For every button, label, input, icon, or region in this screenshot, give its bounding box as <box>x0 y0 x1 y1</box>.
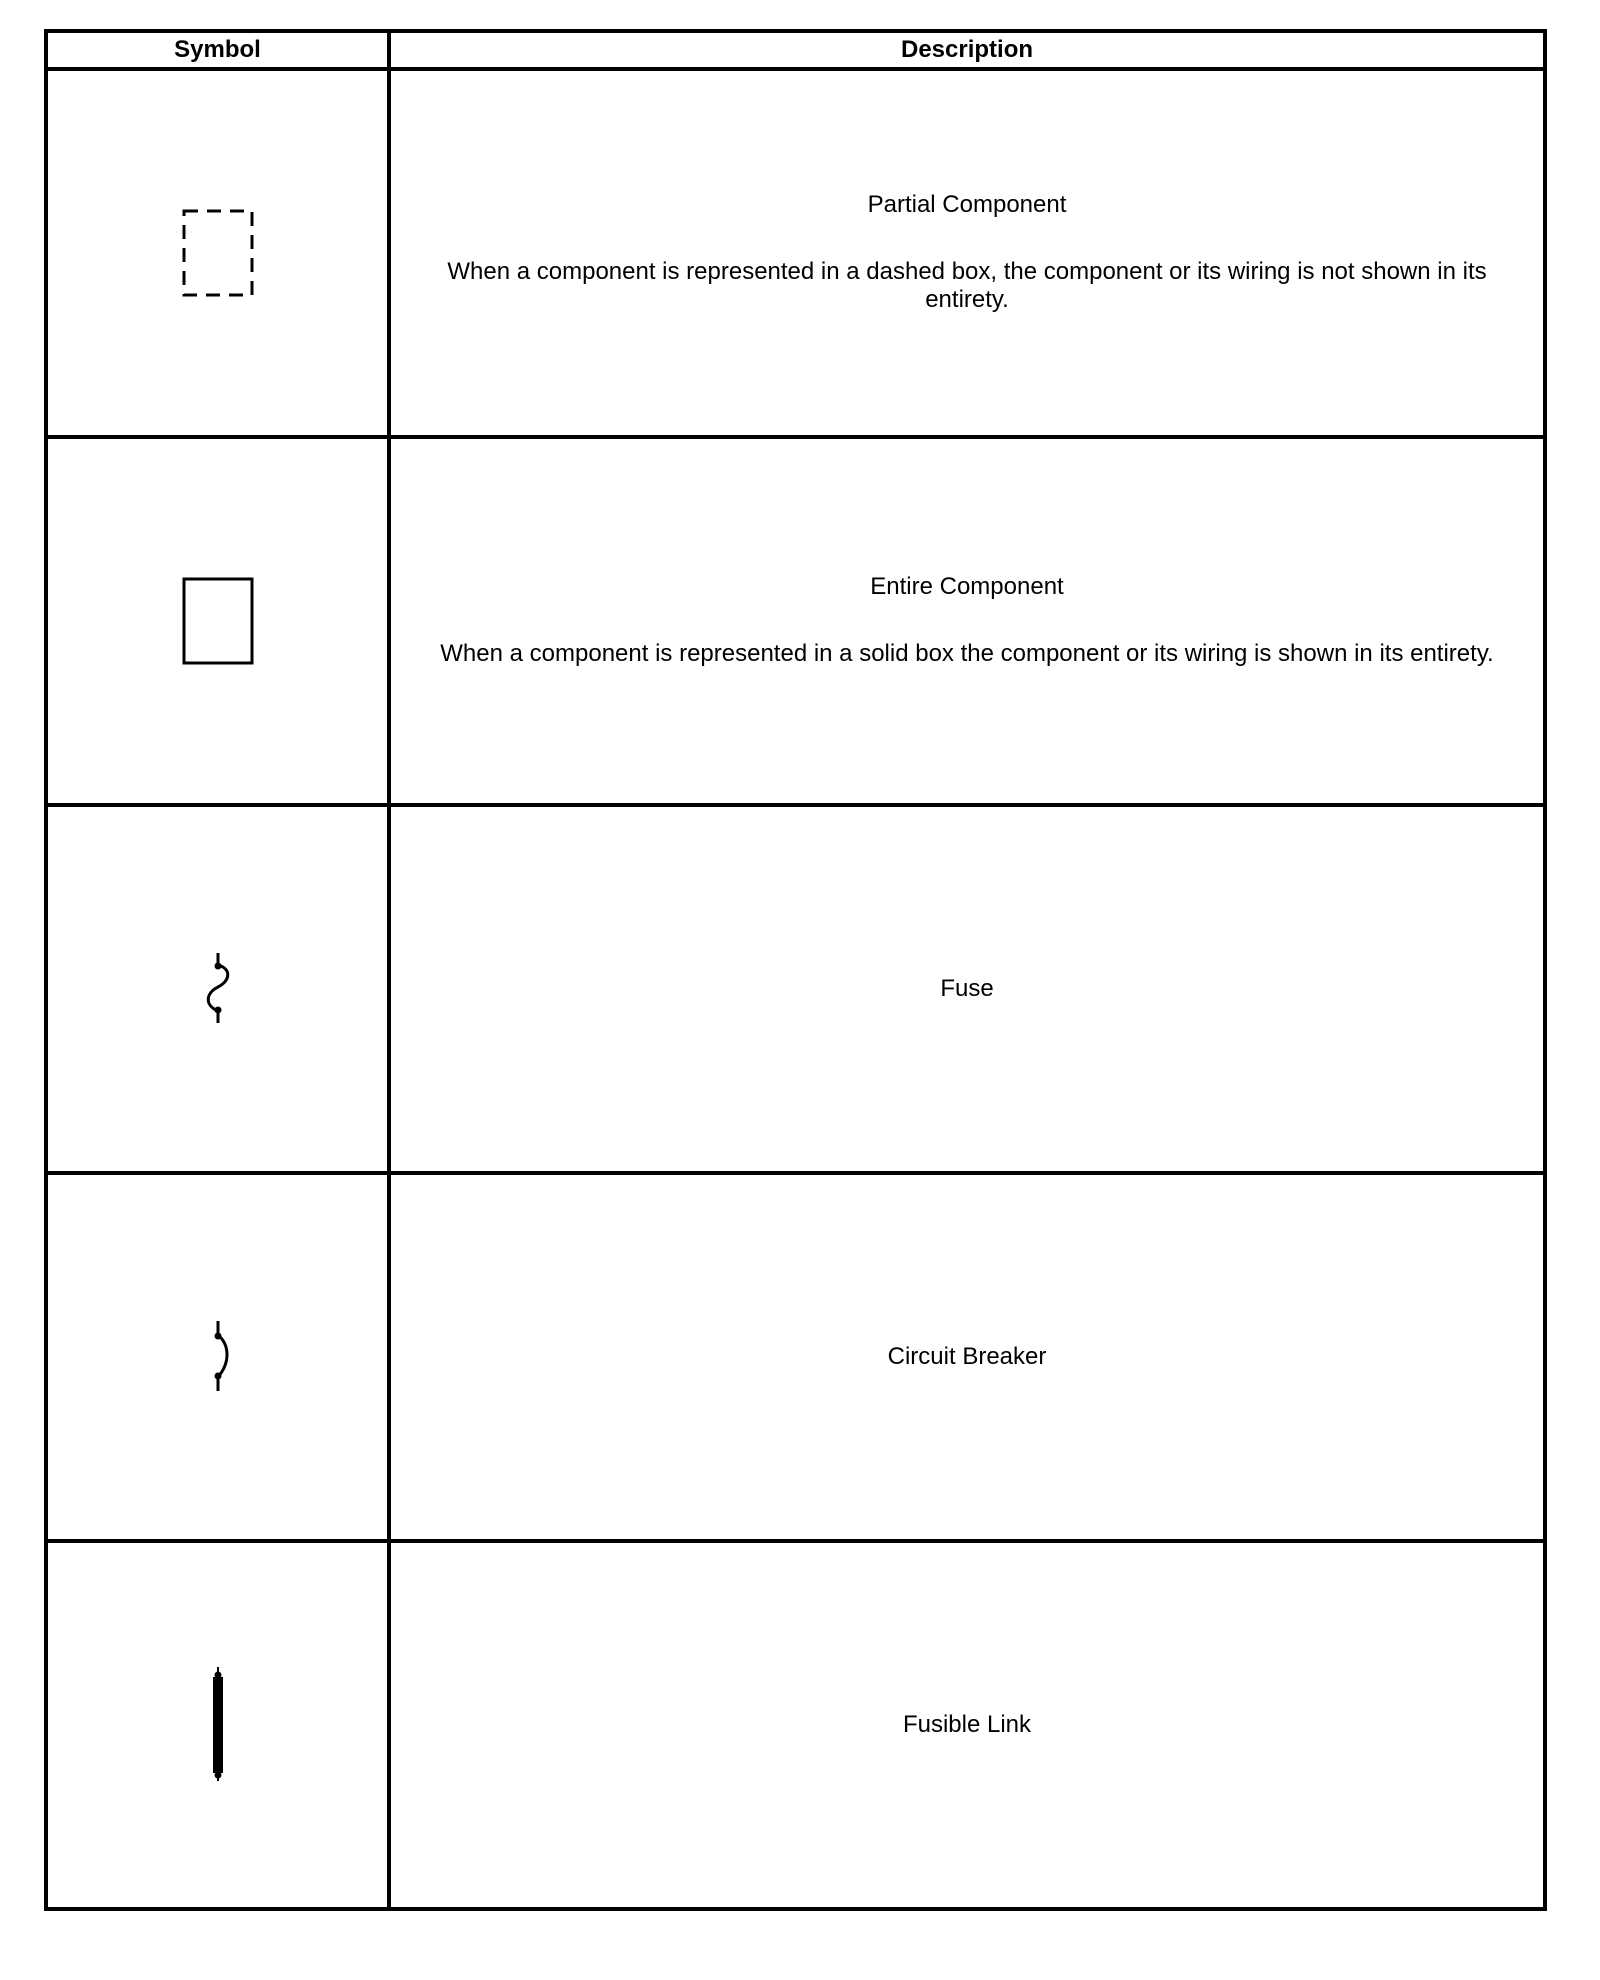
description-title: Entire Component <box>870 573 1064 601</box>
table-row <box>46 69 1545 437</box>
symbol-cell <box>46 805 389 1173</box>
description-title: Partial Component <box>867 190 1067 218</box>
description-body: When a component is represented in a solid box the component or its wiring is shown in its entirety. <box>440 640 1494 667</box>
symbol-cell <box>46 1173 389 1541</box>
description-cell <box>389 1173 1545 1541</box>
solid-box-icon <box>178 573 258 669</box>
description-title: Circuit Breaker <box>887 1342 1047 1370</box>
table-row <box>46 1173 1545 1541</box>
table-row <box>46 805 1545 1173</box>
symbol-legend-table <box>44 29 1547 1911</box>
description-cell <box>389 437 1545 805</box>
description-cell <box>389 69 1545 437</box>
header-row <box>46 31 1545 69</box>
description-cell <box>389 1541 1545 1909</box>
table-row <box>46 437 1545 805</box>
symbol-cell <box>46 1541 389 1909</box>
circuit-breaker-icon <box>198 1321 238 1393</box>
fusible-link-icon <box>198 1667 238 1783</box>
description-title: Fuse <box>940 974 994 1002</box>
description-title: Fusible Link <box>902 1710 1032 1738</box>
table-row <box>46 1541 1545 1909</box>
fuse-icon <box>198 953 238 1025</box>
symbol-cell <box>46 69 389 437</box>
symbol-cell <box>46 437 389 805</box>
dashed-box-icon <box>178 205 258 301</box>
description-column-header: Description <box>389 31 1545 69</box>
description-cell <box>389 805 1545 1173</box>
description-body: When a component is represented in a dashed box, the component or its wiring is not shown in its entirety. <box>447 257 1487 314</box>
symbol-column-header: Symbol <box>46 31 389 69</box>
